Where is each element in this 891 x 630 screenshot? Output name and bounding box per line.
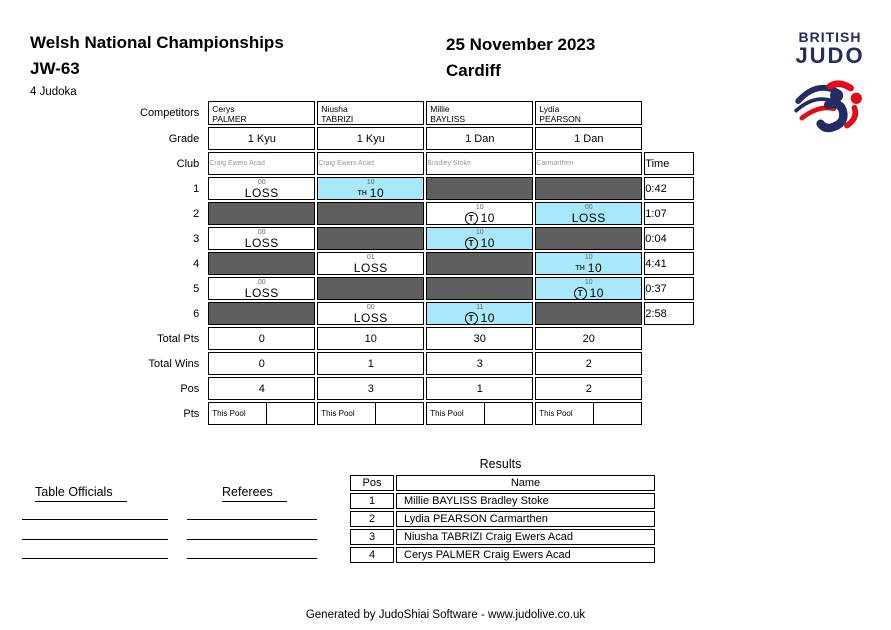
match-top-score: 00 <box>257 229 266 236</box>
match-top-score: 10 <box>366 179 375 186</box>
grade-row <box>140 127 694 150</box>
total-pts-row <box>140 327 694 350</box>
club-cell: Craig Ewers Acad <box>317 152 424 175</box>
match-cell <box>426 252 533 275</box>
technique-mark-icon: T <box>465 212 478 225</box>
match-time-cell: 0:37 <box>644 277 694 300</box>
match-cell <box>208 277 315 300</box>
result-name: Cerys PALMER Craig Ewers Acad <box>396 547 655 563</box>
pos-cell: 4 <box>208 377 315 400</box>
results-title: Results <box>479 457 522 471</box>
results-header-name: Name <box>396 475 655 491</box>
total-wins-cell: 3 <box>426 352 533 375</box>
competitor-last-name: TABRIZI <box>321 114 354 124</box>
competitors-row <box>140 101 694 125</box>
date-block <box>446 32 595 84</box>
match-top-score: 10 <box>475 204 484 211</box>
grade-cell: 1 Dan <box>426 127 533 150</box>
pos-row <box>140 377 694 400</box>
match-cell <box>535 202 642 225</box>
match-score: LOSS <box>353 261 388 275</box>
match-top-score <box>536 228 641 237</box>
pos-cell: 1 <box>426 377 533 400</box>
match-cell <box>317 177 424 200</box>
result-pos: 3 <box>350 529 394 545</box>
total-pts-cell: 20 <box>535 327 642 350</box>
match-top-score: 00 <box>366 304 375 311</box>
time-column-header: Time <box>644 152 694 175</box>
grade-cell: 1 Dan <box>535 127 642 150</box>
technique-mark-icon: T <box>465 237 478 250</box>
result-pos: 1 <box>350 493 394 509</box>
match-cell <box>208 252 315 275</box>
match-score: 10 <box>589 286 604 300</box>
grade-cell: 1 Kyu <box>317 127 424 150</box>
match-top-score <box>318 228 423 237</box>
total-pts-cell: 10 <box>317 327 424 350</box>
match-score: 10 <box>480 211 495 225</box>
result-row <box>350 547 655 563</box>
row-label-grade: Grade <box>168 132 200 145</box>
pos-cell: 2 <box>535 377 642 400</box>
match-cell <box>535 302 642 325</box>
match-cell <box>426 177 533 200</box>
result-name: Niusha TABRIZI Craig Ewers Acad <box>396 529 655 545</box>
match-top-score <box>318 278 423 287</box>
match-cell <box>208 227 315 250</box>
technique-mark-icon: T <box>465 312 478 325</box>
pts-pool-cell <box>426 402 533 425</box>
results-header-row <box>350 475 655 491</box>
empty-cell <box>644 352 694 375</box>
match-top-score: 00 <box>257 179 266 186</box>
competitor-first-name: Lydia <box>539 104 560 114</box>
match-cell <box>535 177 642 200</box>
grade-cell: 1 Kyu <box>208 127 315 150</box>
match-row <box>140 227 694 250</box>
competitor-last-name: PALMER <box>212 114 247 124</box>
total-pts-cell: 0 <box>208 327 315 350</box>
total-wins-row <box>140 352 694 375</box>
match-top-score: 10 <box>584 279 593 286</box>
match-cell <box>317 302 424 325</box>
pos-cell: 3 <box>317 377 424 400</box>
logo-text-judo: JUDO <box>795 43 865 68</box>
signature-line <box>22 519 168 520</box>
match-score: 10 <box>480 236 495 250</box>
match-row <box>140 277 694 300</box>
judo-figure-icon <box>792 122 868 139</box>
match-cell <box>208 302 315 325</box>
match-top-score: 11 <box>476 304 484 311</box>
match-score: LOSS <box>244 286 279 300</box>
results-header-pos: Pos <box>350 475 394 491</box>
row-label-total-wins: Total Wins <box>148 357 200 370</box>
match-score: LOSS <box>353 311 388 325</box>
match-top-score: 00 <box>584 204 593 211</box>
match-top-score <box>427 278 532 287</box>
technique-mark-icon: TH <box>575 264 585 272</box>
match-score: LOSS <box>244 236 279 250</box>
pts-row <box>140 402 694 425</box>
logo-text-british: BRITISH <box>798 29 862 45</box>
match-cell <box>535 252 642 275</box>
competitor-name-cell <box>535 101 642 125</box>
signature-line <box>187 519 317 520</box>
club-cell: Carmarthen <box>535 152 642 175</box>
match-time-cell: 1:07 <box>644 202 694 225</box>
pts-pool-cell <box>317 402 424 425</box>
match-row <box>140 177 694 200</box>
this-pool-label: This Pool <box>318 403 376 424</box>
match-time-cell: 2:58 <box>644 302 694 325</box>
match-cell <box>426 277 533 300</box>
match-cell <box>208 177 315 200</box>
technique-mark-icon: T <box>574 287 587 300</box>
table-officials-label: Table Officials <box>35 485 127 502</box>
match-top-score <box>427 178 532 187</box>
match-score: LOSS <box>571 211 606 225</box>
result-name: Millie BAYLISS Bradley Stoke <box>396 493 655 509</box>
club-row <box>140 152 694 175</box>
referees-label: Referees <box>222 485 287 502</box>
match-top-score: 01 <box>366 254 375 261</box>
match-score: 10 <box>369 186 385 200</box>
match-top-score <box>209 253 314 262</box>
competitor-name-cell <box>426 101 533 125</box>
match-row-number: 6 <box>193 307 200 320</box>
empty-cell <box>644 377 694 400</box>
match-top-score: 10 <box>475 229 484 236</box>
match-row-number: 1 <box>193 182 200 195</box>
result-row <box>350 511 655 527</box>
match-cell <box>535 227 642 250</box>
match-top-score: 00 <box>257 279 266 286</box>
row-label-competitors: Competitors <box>140 107 200 119</box>
row-label-pos: Pos <box>180 382 200 395</box>
empty-cell <box>644 127 694 150</box>
club-cell: Bradley Stoke <box>426 152 533 175</box>
row-label-pts: Pts <box>183 407 200 420</box>
event-date: 25 November 2023 <box>446 35 596 54</box>
match-top-score <box>536 178 641 187</box>
british-judo-logo <box>788 30 872 140</box>
pts-blank-box <box>594 403 641 424</box>
signature-line <box>187 539 317 540</box>
row-label-club: Club <box>176 157 200 170</box>
row-label-total-pts: Total Pts <box>157 332 200 345</box>
competitor-name-cell <box>208 101 315 125</box>
club-cell: Craig Ewers Acad <box>208 152 315 175</box>
match-cell <box>426 202 533 225</box>
title-block <box>30 30 284 82</box>
competitor-last-name: PEARSON <box>539 114 581 124</box>
result-pos: 2 <box>350 511 394 527</box>
this-pool-label: This Pool <box>427 403 485 424</box>
match-row <box>140 202 694 225</box>
competitor-name-cell <box>317 101 424 125</box>
result-name: Lydia PEARSON Carmarthen <box>396 511 655 527</box>
total-wins-cell: 0 <box>208 352 315 375</box>
competitor-first-name: Cerys <box>212 104 235 114</box>
category-title: JW-63 <box>30 59 80 78</box>
pts-blank-box <box>267 403 314 424</box>
match-row <box>140 252 694 275</box>
results-table <box>348 473 657 565</box>
signature-line <box>22 558 168 559</box>
judoka-count: 4 Judoka <box>30 86 77 98</box>
footer-text: Generated by JudoShiai Software - www.judolive.co.uk <box>305 609 586 621</box>
match-row <box>140 302 694 325</box>
match-top-score <box>427 253 532 262</box>
total-wins-cell: 1 <box>317 352 424 375</box>
match-top-score <box>209 203 314 212</box>
match-time-cell: 0:42 <box>644 177 694 200</box>
competitor-first-name: Niusha <box>321 104 348 114</box>
match-top-score: 10 <box>584 254 593 261</box>
match-cell <box>317 252 424 275</box>
this-pool-label: This Pool <box>209 403 267 424</box>
match-score: LOSS <box>244 186 279 200</box>
pts-blank-box <box>376 403 423 424</box>
match-cell <box>317 277 424 300</box>
match-cell <box>208 202 315 225</box>
event-location: Cardiff <box>446 61 501 80</box>
pool-sheet-table <box>138 99 696 427</box>
technique-mark-icon: TH <box>357 189 367 197</box>
match-score: 10 <box>480 311 495 325</box>
this-pool-label: This Pool <box>536 403 594 424</box>
match-time-cell: 4:41 <box>644 252 694 275</box>
match-cell <box>317 227 424 250</box>
pts-pool-cell <box>535 402 642 425</box>
competitor-first-name: Millie <box>430 104 450 114</box>
match-top-score <box>536 303 641 312</box>
match-cell <box>426 227 533 250</box>
total-pts-cell: 30 <box>426 327 533 350</box>
match-row-number: 4 <box>193 257 200 270</box>
result-row <box>350 529 655 545</box>
total-wins-cell: 2 <box>535 352 642 375</box>
match-top-score <box>318 203 423 212</box>
pts-blank-box <box>485 403 532 424</box>
event-title: Welsh National Championships <box>30 33 284 52</box>
empty-cell <box>644 402 694 425</box>
result-row <box>350 493 655 509</box>
pts-pool-cell <box>208 402 315 425</box>
match-row-number: 2 <box>193 207 200 220</box>
empty-cell <box>644 101 694 125</box>
signature-line <box>187 558 317 559</box>
match-row-number: 5 <box>193 282 200 295</box>
match-cell <box>426 302 533 325</box>
match-time-cell: 0:04 <box>644 227 694 250</box>
match-cell <box>317 202 424 225</box>
signature-line <box>22 539 168 540</box>
match-row-number: 3 <box>193 232 200 245</box>
match-score: 10 <box>587 261 603 275</box>
empty-cell <box>644 327 694 350</box>
result-pos: 4 <box>350 547 394 563</box>
competitor-last-name: BAYLISS <box>430 114 466 124</box>
match-top-score <box>209 303 314 312</box>
match-cell <box>535 277 642 300</box>
